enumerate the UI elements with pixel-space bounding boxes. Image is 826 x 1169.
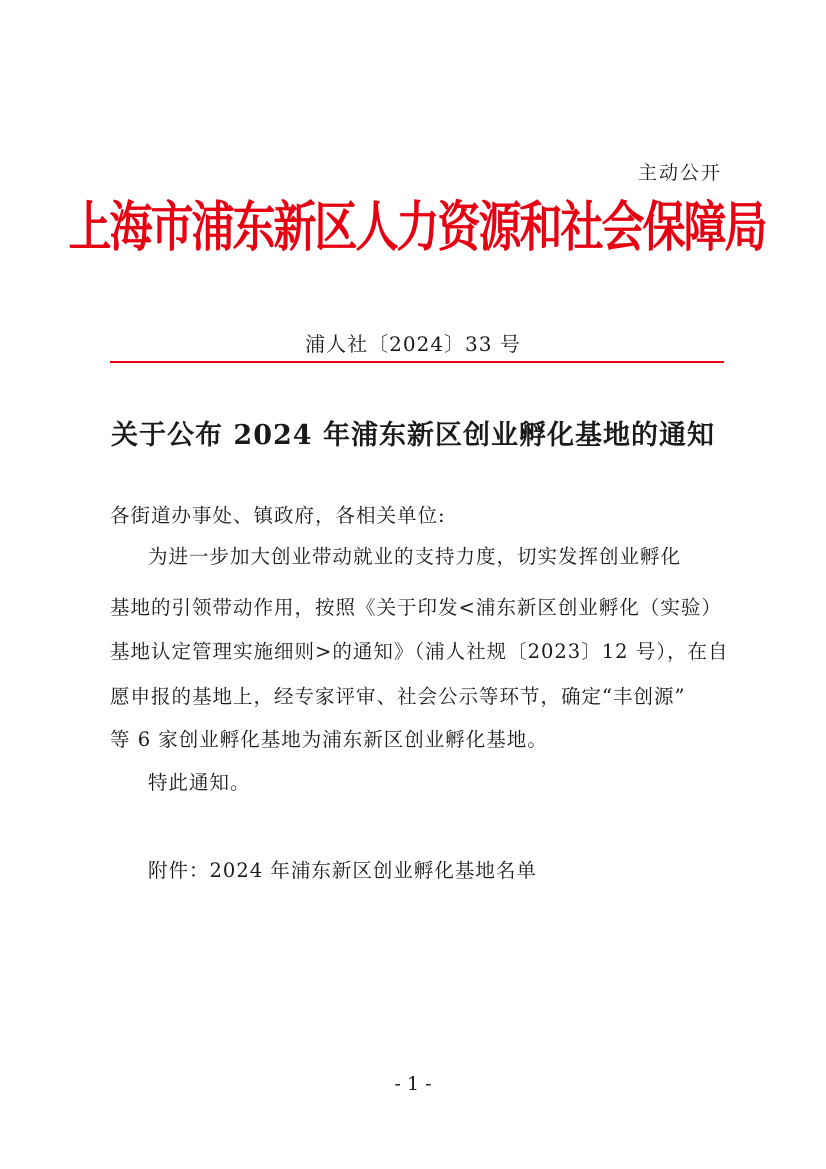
agency-letterhead-title: 上海市浦东新区人力资源和社会保障局 [68,196,766,259]
notice-title: 关于公布 2024 年浦东新区创业孵化基地的通知 [111,420,715,451]
paragraph-line: 基地认定管理实施细则>的通知》（浦人社规〔2023〕12 号），在自 [110,640,729,663]
paragraph-line: 等 6 家创业孵化基地为浦东新区创业孵化基地。 [110,728,548,751]
salutation: 各街道办事处、镇政府，各相关单位: [110,504,446,527]
page-number: - 1 - [394,1073,432,1095]
red-divider-line [110,361,724,363]
closing-line: 特此通知。 [148,771,251,794]
attachment-line: 附件：2024 年浦东新区创业孵化基地名单 [148,859,537,882]
public-disclosure-tag: 主动公开 [637,162,722,184]
paragraph-line: 基地的引领带动作用，按照《关于印发<浦东新区创业孵化（实验） [110,596,722,619]
document-number: 浦人社〔2024〕33 号 [305,332,521,356]
paragraph-line: 愿申报的基地上，经专家评审、社会公示等环节，确定“丰创源” [110,685,686,708]
paragraph-line: 为进一步加大创业带动就业的支持力度，切实发挥创业孵化 [148,545,682,568]
